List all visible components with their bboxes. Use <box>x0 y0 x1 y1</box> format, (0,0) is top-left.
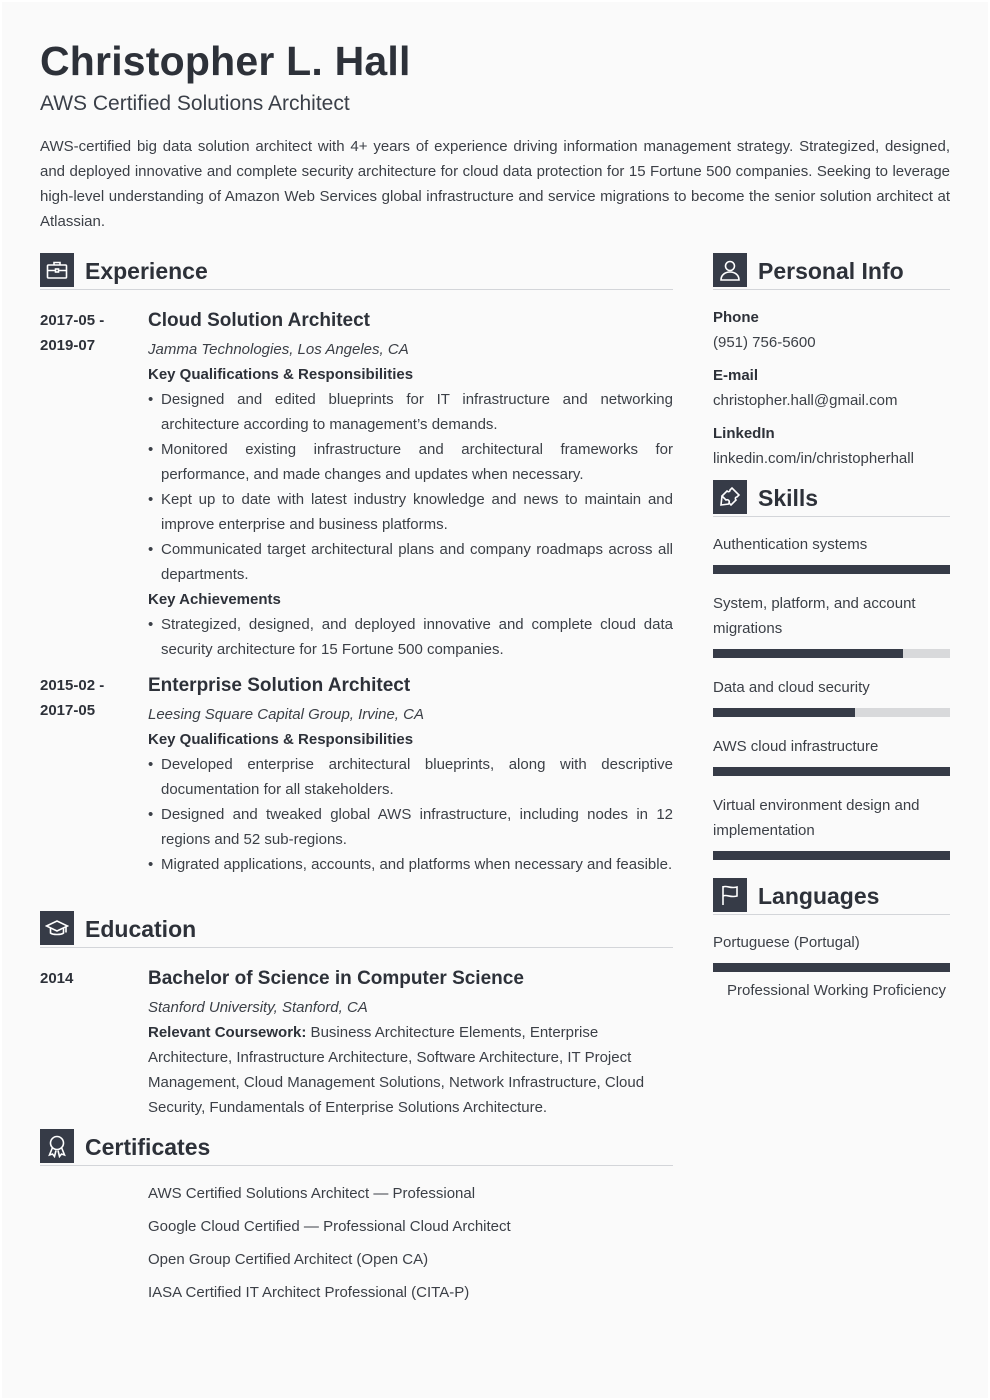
degree: Bachelor of Science in Computer Science <box>148 968 524 989</box>
achievements-heading: Key Achievements <box>148 591 281 608</box>
experience-section-header <box>40 253 673 290</box>
education-section-header <box>40 911 673 948</box>
email-label: E-mail <box>713 367 759 384</box>
skill-name: System, platform, and account migrations <box>713 595 916 637</box>
skill-level-bar <box>713 851 950 860</box>
list-item: • Migrated applications, accounts, and platforms when necessary and feasible. <box>148 852 673 877</box>
skill-name: AWS cloud infrastructure <box>713 738 879 755</box>
list-item: • Designed and edited blueprints for IT infrastructure and networking architecture according to management’s demands. <box>148 387 673 437</box>
qualifications-heading: Key Qualifications & Responsibilities <box>148 366 414 383</box>
school: Stanford University, Stanford, CA <box>148 999 368 1016</box>
resume-page <box>2 2 988 1398</box>
contact-details <box>713 305 953 479</box>
personal-info-heading: Personal Info <box>758 257 904 284</box>
list-item: Open Group Certified Architect (Open CA) <box>148 1251 429 1268</box>
responsibilities-list <box>148 752 673 877</box>
language-level-bar <box>713 963 950 972</box>
puzzle-piece-icon <box>713 480 747 514</box>
list-item: • Strategized, designed, and deployed innovative and complete cloud data security architecture for 15 Fortune 500 companies. <box>148 612 673 662</box>
skills-heading: Skills <box>758 484 819 511</box>
certificates-heading: Certificates <box>85 1133 211 1160</box>
linkedin-value[interactable]: linkedin.com/in/christopherhall <box>713 450 914 467</box>
graduation-cap-icon <box>40 911 74 945</box>
briefcase-icon <box>40 253 74 287</box>
job-company: Leesing Square Capital Group, Irvine, CA <box>148 706 424 723</box>
experience-heading: Experience <box>85 257 208 284</box>
user-icon <box>713 253 747 287</box>
list-item: Google Cloud Certified — Professional Cloud Architect <box>148 1218 511 1235</box>
email-value[interactable]: christopher.hall@gmail.com <box>713 392 898 409</box>
skill-level-bar <box>713 649 950 658</box>
job-company: Jamma Technologies, Los Angeles, CA <box>148 341 409 358</box>
education-heading: Education <box>85 915 197 942</box>
job-1 <box>148 308 673 662</box>
skill-level-bar <box>713 565 950 574</box>
skills-section-header <box>713 480 950 517</box>
list-item: • Kept up to date with latest industry knowledge and news to maintain and improve enterprise and business platforms. <box>148 487 673 537</box>
achievements-list <box>148 612 673 662</box>
languages-section-header <box>713 878 950 915</box>
award-ribbon-icon <box>40 1129 74 1163</box>
job-2 <box>148 673 673 877</box>
languages-heading: Languages <box>758 882 880 909</box>
list-item: • Communicated target architectural plans and company roadmaps across all departments. <box>148 537 673 587</box>
skill-name: Virtual environment design and implementation <box>713 797 920 839</box>
skill-name: Data and cloud security <box>713 679 870 696</box>
list-item: • Monitored existing infrastructure and architectural frameworks for performance, and made changes and updates when necessary. <box>148 437 673 487</box>
personal-info-section-header <box>713 253 950 290</box>
candidate-name: Christopher L. Hall <box>40 38 411 84</box>
job-title: Cloud Solution Architect <box>148 310 371 331</box>
list-item: • Developed enterprise architectural blueprints, along with descriptive documentation for all stakeholders. <box>148 752 673 802</box>
education-entry <box>148 966 673 1120</box>
list-item: AWS Certified Solutions Architect — Professional <box>148 1185 476 1202</box>
phone-label: Phone <box>713 309 759 326</box>
certificates-list <box>148 1182 511 1314</box>
job-title: Enterprise Solution Architect <box>148 675 411 696</box>
flag-icon <box>713 878 747 912</box>
skill-name: Authentication systems <box>713 536 868 553</box>
job-2-dates: 2015-02 - 2017-05 <box>40 677 105 719</box>
professional-summary: AWS-certified big data solution architect with 4+ years of experience driving information management strategy. Strategized, designed, and deployed innovative and complete security architecture for cloud data protection for 15 Fortune 500 companies. Seeking to leverage high-level understanding of Amazon Web Services global infrastructure and service migrations to become the senior solution architect at Atlassian. <box>40 138 950 230</box>
phone-value: (951) 756-5600 <box>713 334 816 351</box>
qualifications-heading: Key Qualifications & Responsibilities <box>148 731 414 748</box>
skill-level-bar <box>713 708 950 717</box>
language-proficiency: Professional Working Proficiency <box>727 982 946 999</box>
language-name: Portuguese (Portugal) <box>713 934 860 951</box>
candidate-title: AWS Certified Solutions Architect <box>40 92 350 115</box>
certificates-section-header <box>40 1129 673 1166</box>
skill-level-bar <box>713 767 950 776</box>
job-1-dates: 2017-05 - 2019-07 <box>40 312 105 354</box>
education-year: 2014 <box>40 970 74 987</box>
list-item: IASA Certified IT Architect Professional (CITA-P) <box>148 1284 470 1301</box>
coursework: Relevant Coursework: Business Architecture Elements, Enterprise Architecture, Infrastructure Architecture, Software Architecture, IT Project Management, Cloud Management Solutions, Network Infrastructure, Cloud Security, Fundamentals of Enterprise Solutions Architecture. <box>148 1024 645 1116</box>
linkedin-label: LinkedIn <box>713 425 775 442</box>
list-item: • Designed and tweaked global AWS infrastructure, including nodes in 12 regions and 52 sub-regions. <box>148 802 673 852</box>
responsibilities-list <box>148 387 673 587</box>
